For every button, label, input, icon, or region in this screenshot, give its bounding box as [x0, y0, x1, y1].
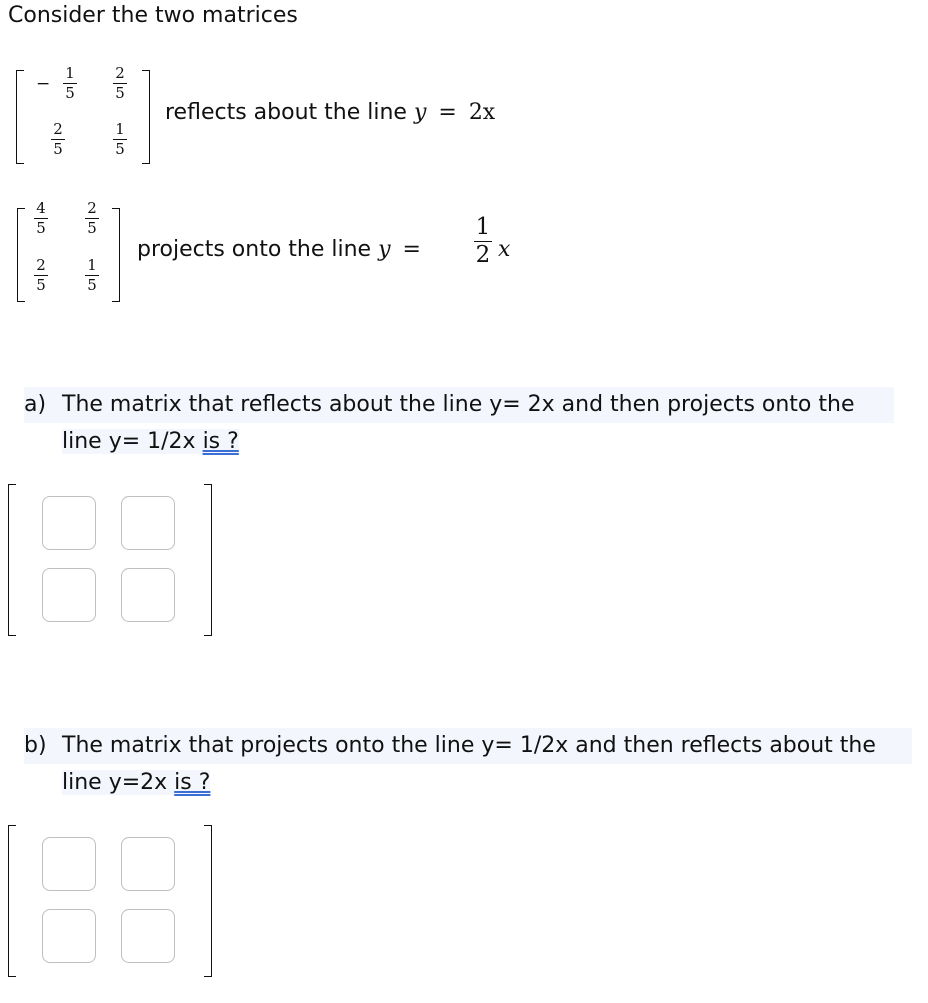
answer-a-right-bracket: [204, 484, 212, 636]
answer-a-cell-22[interactable]: [121, 568, 175, 622]
question-a: [24, 387, 894, 423]
question-b-line2: line y=2x is ?: [62, 770, 211, 795]
question-b-link[interactable]: is ?: [174, 770, 211, 795]
matrix-2-left-bracket: [17, 208, 25, 302]
matrix-1-entry-11: 1 5: [63, 66, 77, 101]
answer-b-left-bracket: [8, 825, 16, 977]
matrix-1-entry-12: 2 5: [113, 66, 127, 101]
answer-b-cell-21[interactable]: [42, 909, 96, 963]
matrix-2-entry-21: 2 5: [34, 258, 48, 293]
question-a-line2: line y= 1/2x is ?: [62, 429, 239, 454]
matrix-2-right-bracket: [112, 208, 120, 302]
answer-a-cell-11[interactable]: [42, 496, 96, 550]
answer-a-cell-21[interactable]: [42, 568, 96, 622]
matrix-1-statement: reflects about the line y = 2x: [165, 100, 496, 125]
question-a-link[interactable]: is ?: [202, 429, 239, 454]
matrix-2-slope-fraction: 1 2: [475, 214, 491, 269]
answer-b-right-bracket: [204, 825, 212, 977]
answer-b-cell-12[interactable]: [121, 837, 175, 891]
matrix-2-entry-12: 2 5: [85, 201, 99, 236]
answer-a-left-bracket: [8, 484, 16, 636]
intro-text: Consider the two matrices: [8, 3, 298, 28]
matrix-2-entry-11: 4 5: [34, 201, 48, 236]
matrix-2-statement: projects onto the line y =: [137, 237, 421, 262]
matrix-2-entry-22: 1 5: [85, 258, 99, 293]
question-b-label: b): [24, 733, 47, 758]
matrix-1-left-bracket: [16, 70, 24, 164]
matrix-1-entry-22: 1 5: [113, 122, 127, 157]
question-a-label: a): [24, 392, 47, 417]
question-b-line1: The matrix that projects onto the line y= 1/2x and then reflects about the: [62, 733, 876, 758]
question-b: [24, 728, 912, 764]
answer-b-cell-22[interactable]: [121, 909, 175, 963]
answer-b-cell-11[interactable]: [42, 837, 96, 891]
negative-sign: −: [36, 74, 51, 94]
matrix-2-variable-x: x: [498, 237, 511, 262]
question-a-line1: The matrix that reflects about the line y= 2x and then projects onto the: [62, 392, 855, 417]
answer-a-cell-12[interactable]: [121, 496, 175, 550]
matrix-1-entry-21: 2 5: [51, 122, 65, 157]
matrix-1-right-bracket: [142, 70, 150, 164]
